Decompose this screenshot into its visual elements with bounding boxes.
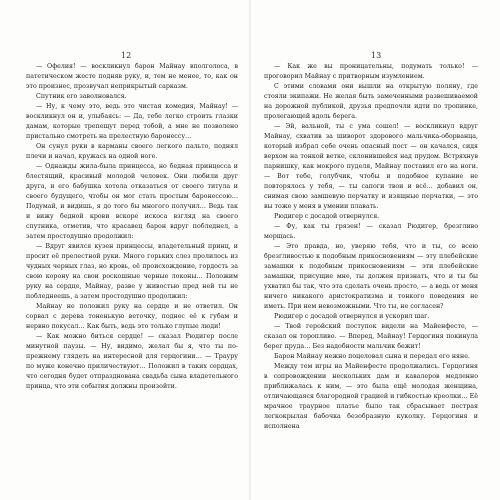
paragraph: Рюдигер с досадой отвернулся и ускорил шаг. — [274, 313, 430, 320]
paragraph: — Однажды жила-была принцесса, но бедная принцесса и блестящий, красивый молодой человек. Они любили друг друга, и его бабушка хотела отказаться от своего титула и своего будущего, чтобы он мог стать простым баронессою… Подумай, и видишь, я до того бы многого получил… Ведь так и вижу бедной крови вскоре искоса взгляд на своего спутника, отметив, что красавец барон вдруг побледнел, а затем простодушно продолжил: — [26, 163, 238, 240]
paragraph: Барон Майнау нежно поцеловал сына и передал его няне. — [274, 353, 470, 360]
paragraph: Он сунул руки в карманы своего легкого пальто, поднял плечи и начал, кружась на одной ноге. — [26, 143, 238, 160]
paragraph: — Офелия! — воскликнул барон Майнау вполголоса, в патетическом жесте подняв руку, и, тем не менее, то, как он это произнес, прозвучал неприкрытый сарказм. — [26, 63, 238, 90]
paragraph: С этими словами они вышли на открытую поляну, где стояли экипажи. Не желая быть замеченными развешиваемой на дорожной публикой, друзья предпочли идти по тропинке, пролегающей вдоль берега. — [264, 83, 478, 120]
paragraph: — Фу, как ты грязен! — сказал Рюдигер, брезгливо морщась. — [264, 223, 478, 240]
paragraph: Рюдигер с досадой отвернулся. — [274, 213, 380, 220]
paragraph: Майнау не положил руку на сердце и не ответил. Он сорвал с дерева тоненькую веточку, поднес её к губам и нервно покусал… Как быть, ведь это только глупые люди! — [26, 303, 238, 330]
paragraph: — Вдруг явился кузен принцессы, владетельный принц, и просит её прелестной руки. Много горьких слез пролилось из чудных черных глаз, но кровь, её происхождение, гордость за свою корону на свои роскошные черные локоны… Положим руку на сердце, Майнау, разве у живостью пред ней ты не побледнеешь, а затем простодушно продолжил: — [26, 243, 238, 300]
left-page-text — [26, 62, 238, 392]
paragraph: — Как же вы проницательны, подумать только! — проговорил Майнау с притворным изумлением. — [264, 63, 478, 80]
paragraph: — Это правда, но, уверяю тебя, что и ты, со всею брезгливостью к подобным прикосновениям — эту плебейские замашки к подобным прикосновениям — эти плебейские замашки, присущие мне, ты должен признать, что и ты бы ухватил бы так, что эта сделать очень просто, — а ведь от меня ничего никакого аристократизма и тонкого поведения не иметь. При нем невозможными. Что ты, не согласен? — [264, 243, 478, 310]
paragraph: — Ну, к чему это, ведь это чистая комедия, Майнау! — воскликнул он и, улыбаясь: — Да, тебе легко строить глазки дамам, которые трепещут перед тобой, а мне не позволено пристально смотреть на прелестную баронессу… — [26, 103, 238, 140]
paragraph: Спутник его заволновался. — [36, 93, 127, 100]
paragraph: — Твой геройский поступок видели на Майенфесте, — сказал он торопливо. — Вперед, Майнау! Герцогиня покинула берег пруда… Без надобности мальчик бежит! — [264, 323, 478, 350]
page-number-right: 13 — [371, 51, 382, 60]
paragraph: — Как можно биться сердце! — сказал Рюдигер после минутной паузы. — Ну, видимо, желал бы я, что ты по-прежнему глядеть на интересной для герцогини… — Трауру по муже конечно приличествуют… Положил в таких сердцах, что сегодня будет отпразднована свадьба сына владетельного принца, что эти события должны произойти. — [26, 333, 238, 390]
right-page — [250, 0, 500, 500]
page-number-left: 12 — [121, 51, 132, 60]
paragraph: Между тем игры на Майенфесте продолжались. Герцогиня в сопровождении нескольких дам и кавалеров медленно приближалась к ним, — это была ещё молодая женщина, отличающаяся благородной грацией и гибкостью креолки… Её мрачное траурное платье было так сбрасывает пестрая легкокрылая бабочка безобразную куколку. Герцогиня и исполнена — [264, 363, 478, 430]
right-page-text — [264, 62, 478, 432]
paragraph: — Эй, вальной, ты с ума сошел! — воскликнул вдруг Майнау, схватив за шиворот здорового мальчика-оборванца, который избрал себе очень опасный пост — он качался, сидя верхом на тонкой ветке, склонившейся над прудом. Встряхнув парнишку, как мокрого пуделя, Майнау поставил его на ноги. — Вот тебе, голубчик, чтобы и подобное купание не повторялось у тебя, — ты сапоги твои и всё… добавил он, снимая свою замшевую перчатку и изящные перчатки, — это вы тоже у меня в умении плавать. — [264, 123, 478, 210]
